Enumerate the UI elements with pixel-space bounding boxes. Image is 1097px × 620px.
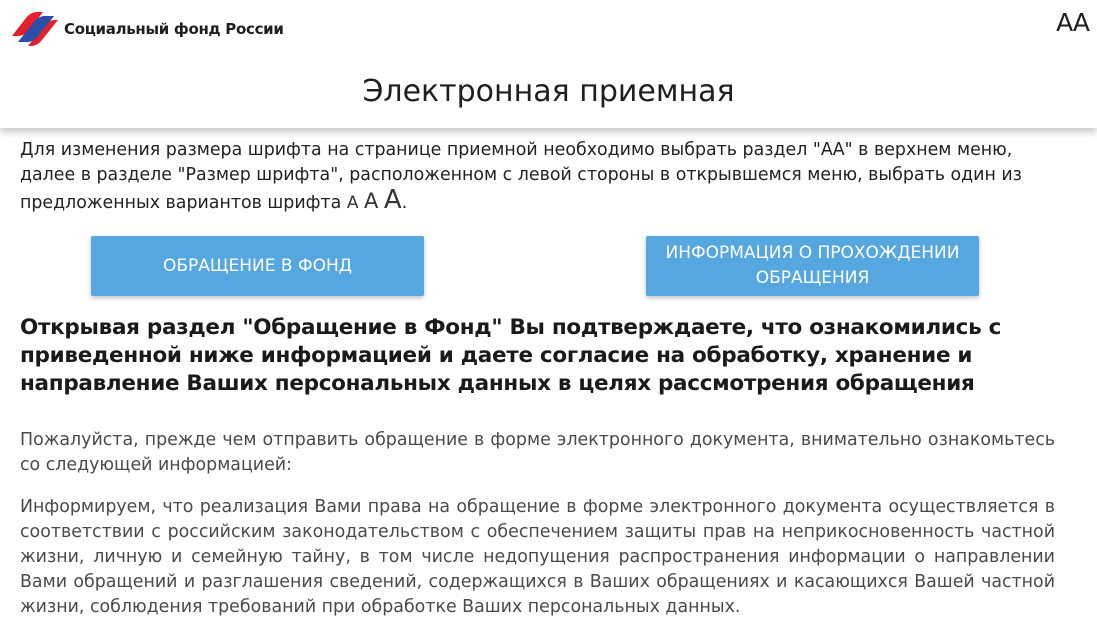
font-size-toggle-button[interactable]: AA <box>1056 8 1089 37</box>
appeal-to-fund-button[interactable]: ОБРАЩЕНИЕ В ФОНД <box>91 236 424 296</box>
font-size-note <box>20 138 1055 216</box>
action-buttons <box>20 236 1055 296</box>
page-title: Электронная приемная <box>362 74 735 109</box>
sfr-logo[interactable] <box>10 8 284 50</box>
intro-paragraph: Пожалуйста, прежде чем отправить обращение в форме электронного документа, внимательно ознакомьтесь со следующей информацией: <box>20 430 1055 475</box>
main-content <box>0 128 1097 620</box>
privacy-paragraph: Информируем, что реализация Вами права на обращение в форме электронного документа осуществляется в соответствии с российским законодательством с обеспечением защиты прав на неприкосновенность частной жизни, личную и семейную тайну, в том числе недопущения распространения информации о направлении Вами обращений и разглашения сведений, содержащихся в Ваших обращениях и касающихся Вашей частной жизни, соблюдения требований при обработке Ваших персональных данных. <box>20 497 1055 617</box>
font-size-note-end: . <box>401 193 408 213</box>
sfr-logo-icon <box>10 8 60 50</box>
appeal-status-info-button[interactable]: ИНФОРМАЦИЯ О ПРОХОЖДЕНИИ ОБРАЩЕНИЯ <box>646 236 979 296</box>
logo-text: Социальный фонд России <box>64 20 284 38</box>
font-size-small-sample: А <box>346 193 359 213</box>
consent-heading: Открывая раздел "Обращение в Фонд" Вы подтверждаете, что ознакомились с приведенной ниже информацией и даете согласие на обработку, хранение и направление Ваших персональных данных в целях рассмотрения обращения <box>20 315 1002 396</box>
font-size-note-text: Для изменения размера шрифта на странице приемной необходимо выбрать раздел "АА" в верхнем меню, далее в разделе "Размер шрифта", расположенном с левой стороны в открывшемся меню, выбрать один из предложенных вариантов шрифта <box>20 140 1022 213</box>
font-size-medium-sample: А <box>363 189 379 213</box>
site-header <box>0 0 1097 128</box>
font-size-large-sample: А <box>383 185 402 215</box>
